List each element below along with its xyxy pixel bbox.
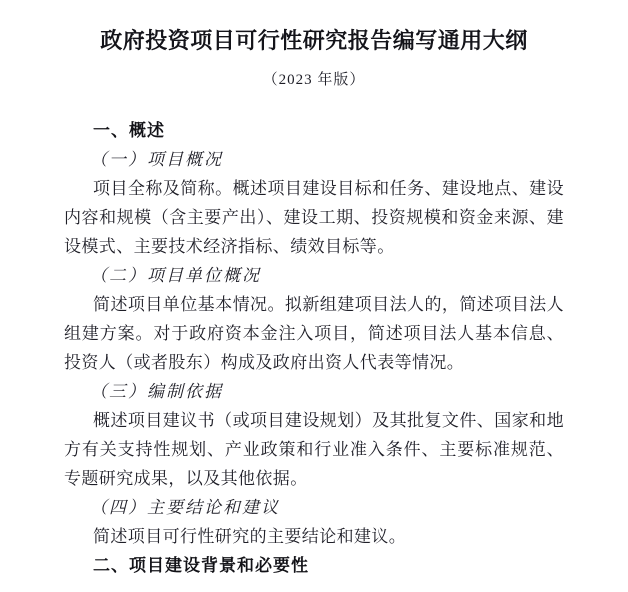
subsection-heading-main-conclusions: （四）主要结论和建议 <box>90 498 280 517</box>
subsection-heading-project-unit: （二）项目单位概况 <box>90 266 261 285</box>
paragraph-compilation-basis: 概述项目建议书（或项目建设规划）及其批复文件、国家和地方有关支持性规划、产业政策和行业准入条件、主要标准规范、专题研究成果，以及其他依据。 <box>64 411 564 488</box>
paragraph-project-unit: 简述项目单位基本情况。拟新组建项目法人的，简述项目法人组建方案。对于政府资本金注入项目，简述项目法人基本信息、投资人（或者股东）构成及政府出资人代表等情况。 <box>64 295 564 372</box>
document-subtitle: （2023 年版） <box>262 72 366 88</box>
section-heading-background-necessity: 二、项目建设背景和必要性 <box>93 556 309 575</box>
subsection-heading-project-overview: （一）项目概况 <box>90 150 223 169</box>
section-heading-overview: 一、概述 <box>93 121 165 140</box>
document-body <box>64 116 564 580</box>
document-title: 政府投资项目可行性研究报告编写通用大纲 <box>100 28 528 53</box>
paragraph-project-overview: 项目全称及简称。概述项目建设目标和任务、建设地点、建设内容和规模（含主要产出）、建设工期、投资规模和资金来源、建设模式、主要技术经济指标、绩效目标等。 <box>64 179 564 256</box>
paragraph-main-conclusions: 简述项目可行性研究的主要结论和建议。 <box>93 527 407 546</box>
subsection-heading-compilation-basis: （三）编制依据 <box>90 382 223 401</box>
